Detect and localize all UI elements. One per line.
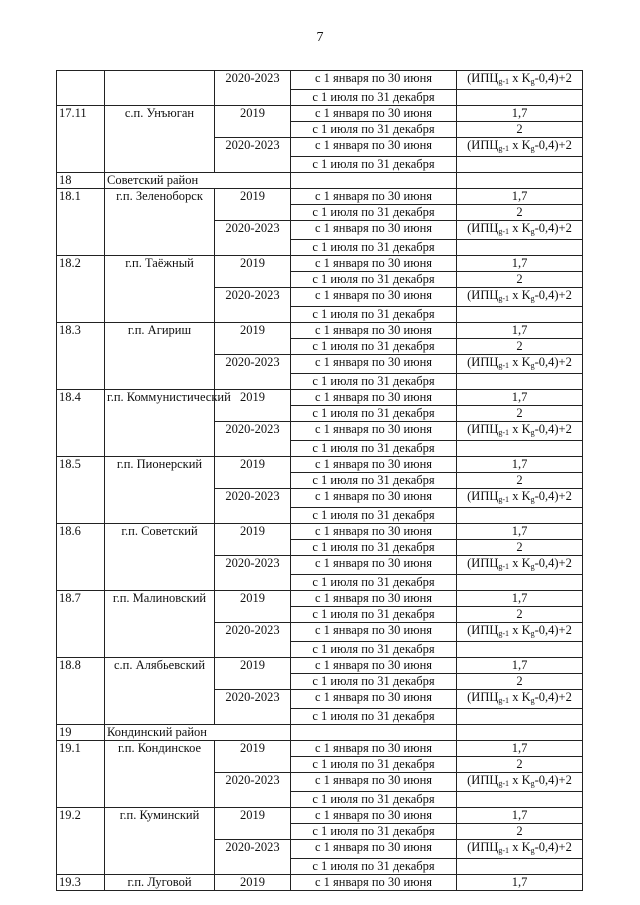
period-cell bbox=[291, 173, 457, 189]
formula-sub2: g bbox=[530, 779, 535, 788]
period-cell: с 1 января по 30 июня bbox=[291, 323, 457, 339]
settlement-name: г.п. Агириш bbox=[105, 323, 215, 390]
year-range: 2019 bbox=[215, 741, 291, 773]
row-number: 18.6 bbox=[57, 524, 105, 591]
formula-sub2: g bbox=[530, 696, 535, 705]
year-range: 2020-2023 bbox=[215, 773, 291, 808]
period-cell: с 1 января по 30 июня bbox=[291, 288, 457, 307]
formula-sub1: g-1 bbox=[498, 361, 510, 370]
coefficient-value: 2 bbox=[457, 122, 583, 138]
coefficient-value: 1,7 bbox=[457, 875, 583, 891]
formula-value bbox=[457, 288, 583, 307]
row-number: 18.2 bbox=[57, 256, 105, 323]
period-cell: с 1 января по 30 июня bbox=[291, 808, 457, 824]
formula-sub1: g-1 bbox=[498, 294, 510, 303]
table-row bbox=[57, 658, 583, 674]
formula-close: -0,4)+2 bbox=[534, 221, 572, 235]
year-range: 2019 bbox=[215, 106, 291, 138]
coefficient-value: 1,7 bbox=[457, 457, 583, 473]
period-cell: с 1 июля по 31 декабря bbox=[291, 272, 457, 288]
coefficient-value bbox=[457, 859, 583, 875]
year-range: 2020-2023 bbox=[215, 355, 291, 390]
period-cell: с 1 июля по 31 декабря bbox=[291, 307, 457, 323]
formula-close: -0,4)+2 bbox=[534, 773, 572, 787]
period-cell bbox=[291, 725, 457, 741]
formula-value bbox=[457, 221, 583, 240]
period-cell: с 1 января по 30 июня bbox=[291, 840, 457, 859]
year-range: 2019 bbox=[215, 875, 291, 891]
coefficient-value: 1,7 bbox=[457, 106, 583, 122]
formula-value bbox=[457, 840, 583, 859]
table-row bbox=[57, 875, 583, 891]
period-cell: с 1 июля по 31 декабря bbox=[291, 157, 457, 173]
settlement-name: г.п. Зеленоборск bbox=[105, 189, 215, 256]
settlement-name: с.п. Алябьевский bbox=[105, 658, 215, 725]
table-row bbox=[57, 741, 583, 757]
year-range: 2019 bbox=[215, 390, 291, 422]
row-number: 19.3 bbox=[57, 875, 105, 891]
year-range: 2020-2023 bbox=[215, 623, 291, 658]
formula-mid: x K bbox=[509, 138, 531, 152]
row-number: 18.1 bbox=[57, 189, 105, 256]
formula-value bbox=[457, 773, 583, 792]
formula-mid: x K bbox=[509, 288, 531, 302]
formula-open: (ИПЦ bbox=[467, 556, 499, 570]
year-range: 2019 bbox=[215, 808, 291, 840]
coefficient-value: 2 bbox=[457, 339, 583, 355]
page-number: 7 bbox=[316, 30, 324, 45]
coefficient-value: 2 bbox=[457, 674, 583, 690]
period-cell: с 1 января по 30 июня bbox=[291, 390, 457, 406]
table-row bbox=[57, 71, 583, 90]
coefficient-value: 2 bbox=[457, 824, 583, 840]
row-number: 18.7 bbox=[57, 591, 105, 658]
district-name: Кондинский район bbox=[105, 725, 291, 741]
coefficient-value: 2 bbox=[457, 607, 583, 623]
coefficient-value bbox=[457, 240, 583, 256]
formula-open: (ИПЦ bbox=[467, 138, 499, 152]
year-range: 2019 bbox=[215, 457, 291, 489]
period-cell: с 1 июля по 31 декабря bbox=[291, 122, 457, 138]
year-range: 2020-2023 bbox=[215, 138, 291, 173]
formula-sub2: g bbox=[530, 495, 535, 504]
formula-value bbox=[457, 489, 583, 508]
period-cell: с 1 июля по 31 декабря bbox=[291, 339, 457, 355]
coefficient-value: 1,7 bbox=[457, 741, 583, 757]
district-name: Советский район bbox=[105, 173, 291, 189]
period-cell: с 1 января по 30 июня bbox=[291, 138, 457, 157]
coefficient-value: 2 bbox=[457, 205, 583, 221]
year-range: 2019 bbox=[215, 189, 291, 221]
formula-close: -0,4)+2 bbox=[534, 422, 572, 436]
formula-sub2: g bbox=[530, 77, 535, 86]
formula-mid: x K bbox=[509, 422, 531, 436]
formula-mid: x K bbox=[509, 840, 531, 854]
year-range: 2019 bbox=[215, 256, 291, 288]
table-row bbox=[57, 323, 583, 339]
tariff-table bbox=[56, 70, 583, 891]
formula-value bbox=[457, 71, 583, 90]
district-row bbox=[57, 173, 583, 189]
formula-value bbox=[457, 623, 583, 642]
formula-value bbox=[457, 556, 583, 575]
settlement-name: г.п. Коммунистический bbox=[105, 390, 215, 457]
coefficient-value bbox=[457, 441, 583, 457]
period-cell: с 1 июля по 31 декабря bbox=[291, 441, 457, 457]
formula-sub2: g bbox=[530, 144, 535, 153]
formula-mid: x K bbox=[509, 71, 531, 85]
coefficient-value bbox=[457, 642, 583, 658]
formula-sub1: g-1 bbox=[498, 428, 510, 437]
formula-mid: x K bbox=[509, 690, 531, 704]
period-cell: с 1 января по 30 июня bbox=[291, 457, 457, 473]
settlement-name: г.п. Пионерский bbox=[105, 457, 215, 524]
formula-open: (ИПЦ bbox=[467, 840, 499, 854]
period-cell: с 1 июля по 31 декабря bbox=[291, 406, 457, 422]
formula-sub1: g-1 bbox=[498, 846, 510, 855]
settlement-name: г.п. Кондинское bbox=[105, 741, 215, 808]
period-cell: с 1 января по 30 июня bbox=[291, 556, 457, 575]
period-cell: с 1 июля по 31 декабря bbox=[291, 205, 457, 221]
formula-open: (ИПЦ bbox=[467, 489, 499, 503]
formula-value bbox=[457, 690, 583, 709]
formula-sub1: g-1 bbox=[498, 495, 510, 504]
formula-open: (ИПЦ bbox=[467, 690, 499, 704]
coefficient-value: 1,7 bbox=[457, 591, 583, 607]
formula-close: -0,4)+2 bbox=[534, 623, 572, 637]
table-row bbox=[57, 256, 583, 272]
settlement-name: г.п. Луговой bbox=[105, 875, 215, 891]
row-number: 18.3 bbox=[57, 323, 105, 390]
row-number bbox=[57, 71, 105, 106]
formula-close: -0,4)+2 bbox=[534, 138, 572, 152]
year-range: 2020-2023 bbox=[215, 556, 291, 591]
row-number: 18.4 bbox=[57, 390, 105, 457]
year-range: 2020-2023 bbox=[215, 840, 291, 875]
formula-value bbox=[457, 422, 583, 441]
period-cell: с 1 июля по 31 декабря bbox=[291, 575, 457, 591]
period-cell: с 1 июля по 31 декабря bbox=[291, 508, 457, 524]
settlement-name: с.п. Унъюган bbox=[105, 106, 215, 173]
formula-sub1: g-1 bbox=[498, 227, 510, 236]
formula-close: -0,4)+2 bbox=[534, 489, 572, 503]
coefficient-value bbox=[457, 792, 583, 808]
formula-open: (ИПЦ bbox=[467, 422, 499, 436]
settlement-name bbox=[105, 71, 215, 106]
formula-sub1: g-1 bbox=[498, 77, 510, 86]
period-cell: с 1 июля по 31 декабря bbox=[291, 709, 457, 725]
period-cell: с 1 января по 30 июня bbox=[291, 690, 457, 709]
formula-open: (ИПЦ bbox=[467, 355, 499, 369]
formula-value bbox=[457, 355, 583, 374]
formula-mid: x K bbox=[509, 489, 531, 503]
formula-sub1: g-1 bbox=[498, 696, 510, 705]
period-cell: с 1 января по 30 июня bbox=[291, 355, 457, 374]
coefficient-value bbox=[457, 173, 583, 189]
year-range: 2020-2023 bbox=[215, 690, 291, 725]
period-cell: с 1 января по 30 июня bbox=[291, 741, 457, 757]
formula-open: (ИПЦ bbox=[467, 623, 499, 637]
formula-sub1: g-1 bbox=[498, 144, 510, 153]
formula-close: -0,4)+2 bbox=[534, 355, 572, 369]
formula-mid: x K bbox=[509, 623, 531, 637]
row-number: 19.2 bbox=[57, 808, 105, 875]
formula-close: -0,4)+2 bbox=[534, 690, 572, 704]
coefficient-value: 2 bbox=[457, 272, 583, 288]
formula-sub1: g-1 bbox=[498, 562, 510, 571]
period-cell: с 1 июля по 31 декабря bbox=[291, 473, 457, 489]
coefficient-value bbox=[457, 508, 583, 524]
formula-mid: x K bbox=[509, 773, 531, 787]
period-cell: с 1 января по 30 июня bbox=[291, 106, 457, 122]
coefficient-value: 1,7 bbox=[457, 323, 583, 339]
coefficient-value bbox=[457, 307, 583, 323]
formula-close: -0,4)+2 bbox=[534, 71, 572, 85]
district-row bbox=[57, 725, 583, 741]
period-cell: с 1 января по 30 июня bbox=[291, 591, 457, 607]
coefficient-value bbox=[457, 725, 583, 741]
period-cell: с 1 июля по 31 декабря bbox=[291, 674, 457, 690]
formula-open: (ИПЦ bbox=[467, 221, 499, 235]
period-cell: с 1 января по 30 июня bbox=[291, 221, 457, 240]
period-cell: с 1 января по 30 июня bbox=[291, 189, 457, 205]
formula-close: -0,4)+2 bbox=[534, 288, 572, 302]
coefficient-value: 2 bbox=[457, 473, 583, 489]
formula-value bbox=[457, 138, 583, 157]
table-row bbox=[57, 106, 583, 122]
year-range: 2020-2023 bbox=[215, 71, 291, 106]
period-cell: с 1 июля по 31 декабря bbox=[291, 642, 457, 658]
period-cell: с 1 июля по 31 декабря bbox=[291, 824, 457, 840]
formula-close: -0,4)+2 bbox=[534, 840, 572, 854]
period-cell: с 1 июля по 31 декабря bbox=[291, 240, 457, 256]
period-cell: с 1 июля по 31 декабря bbox=[291, 792, 457, 808]
formula-close: -0,4)+2 bbox=[534, 556, 572, 570]
formula-sub2: g bbox=[530, 428, 535, 437]
year-range: 2020-2023 bbox=[215, 489, 291, 524]
settlement-name: г.п. Куминский bbox=[105, 808, 215, 875]
coefficient-value bbox=[457, 709, 583, 725]
year-range: 2020-2023 bbox=[215, 221, 291, 256]
period-cell: с 1 января по 30 июня bbox=[291, 71, 457, 90]
period-cell: с 1 июля по 31 декабря bbox=[291, 374, 457, 390]
period-cell: с 1 июля по 31 декабря bbox=[291, 757, 457, 773]
formula-open: (ИПЦ bbox=[467, 288, 499, 302]
formula-sub2: g bbox=[530, 562, 535, 571]
table-row bbox=[57, 591, 583, 607]
formula-open: (ИПЦ bbox=[467, 71, 499, 85]
settlement-name: г.п. Малиновский bbox=[105, 591, 215, 658]
coefficient-value: 1,7 bbox=[457, 808, 583, 824]
formula-sub2: g bbox=[530, 227, 535, 236]
formula-sub1: g-1 bbox=[498, 779, 510, 788]
table-row bbox=[57, 524, 583, 540]
year-range: 2019 bbox=[215, 591, 291, 623]
period-cell: с 1 июля по 31 декабря bbox=[291, 90, 457, 106]
coefficient-value bbox=[457, 157, 583, 173]
coefficient-value: 2 bbox=[457, 757, 583, 773]
coefficient-value: 2 bbox=[457, 540, 583, 556]
period-cell: с 1 января по 30 июня bbox=[291, 658, 457, 674]
row-number: 18 bbox=[57, 173, 105, 189]
coefficient-value: 1,7 bbox=[457, 390, 583, 406]
formula-sub2: g bbox=[530, 361, 535, 370]
formula-mid: x K bbox=[509, 556, 531, 570]
year-range: 2019 bbox=[215, 658, 291, 690]
period-cell: с 1 января по 30 июня bbox=[291, 623, 457, 642]
row-number: 18.8 bbox=[57, 658, 105, 725]
coefficient-value: 1,7 bbox=[457, 524, 583, 540]
period-cell: с 1 января по 30 июня bbox=[291, 489, 457, 508]
formula-mid: x K bbox=[509, 221, 531, 235]
table-row bbox=[57, 189, 583, 205]
formula-sub2: g bbox=[530, 629, 535, 638]
row-number: 19.1 bbox=[57, 741, 105, 808]
year-range: 2019 bbox=[215, 524, 291, 556]
coefficient-value: 1,7 bbox=[457, 256, 583, 272]
period-cell: с 1 января по 30 июня bbox=[291, 875, 457, 891]
formula-sub1: g-1 bbox=[498, 629, 510, 638]
coefficient-value: 2 bbox=[457, 406, 583, 422]
row-number: 17.11 bbox=[57, 106, 105, 173]
period-cell: с 1 января по 30 июня bbox=[291, 524, 457, 540]
coefficient-value bbox=[457, 90, 583, 106]
year-range: 2020-2023 bbox=[215, 288, 291, 323]
coefficient-value: 1,7 bbox=[457, 658, 583, 674]
table-row bbox=[57, 808, 583, 824]
formula-mid: x K bbox=[509, 355, 531, 369]
tariff-table-body bbox=[57, 71, 583, 891]
table-row bbox=[57, 457, 583, 473]
period-cell: с 1 июля по 31 декабря bbox=[291, 540, 457, 556]
year-range: 2020-2023 bbox=[215, 422, 291, 457]
coefficient-value: 1,7 bbox=[457, 189, 583, 205]
period-cell: с 1 января по 30 июня bbox=[291, 422, 457, 441]
settlement-name: г.п. Таёжный bbox=[105, 256, 215, 323]
table-row bbox=[57, 390, 583, 406]
formula-sub2: g bbox=[530, 846, 535, 855]
period-cell: с 1 июля по 31 декабря bbox=[291, 859, 457, 875]
settlement-name: г.п. Советский bbox=[105, 524, 215, 591]
formula-open: (ИПЦ bbox=[467, 773, 499, 787]
row-number: 18.5 bbox=[57, 457, 105, 524]
coefficient-value bbox=[457, 575, 583, 591]
formula-sub2: g bbox=[530, 294, 535, 303]
period-cell: с 1 июля по 31 декабря bbox=[291, 607, 457, 623]
period-cell: с 1 января по 30 июня bbox=[291, 773, 457, 792]
period-cell: с 1 января по 30 июня bbox=[291, 256, 457, 272]
year-range: 2019 bbox=[215, 323, 291, 355]
coefficient-value bbox=[457, 374, 583, 390]
row-number: 19 bbox=[57, 725, 105, 741]
